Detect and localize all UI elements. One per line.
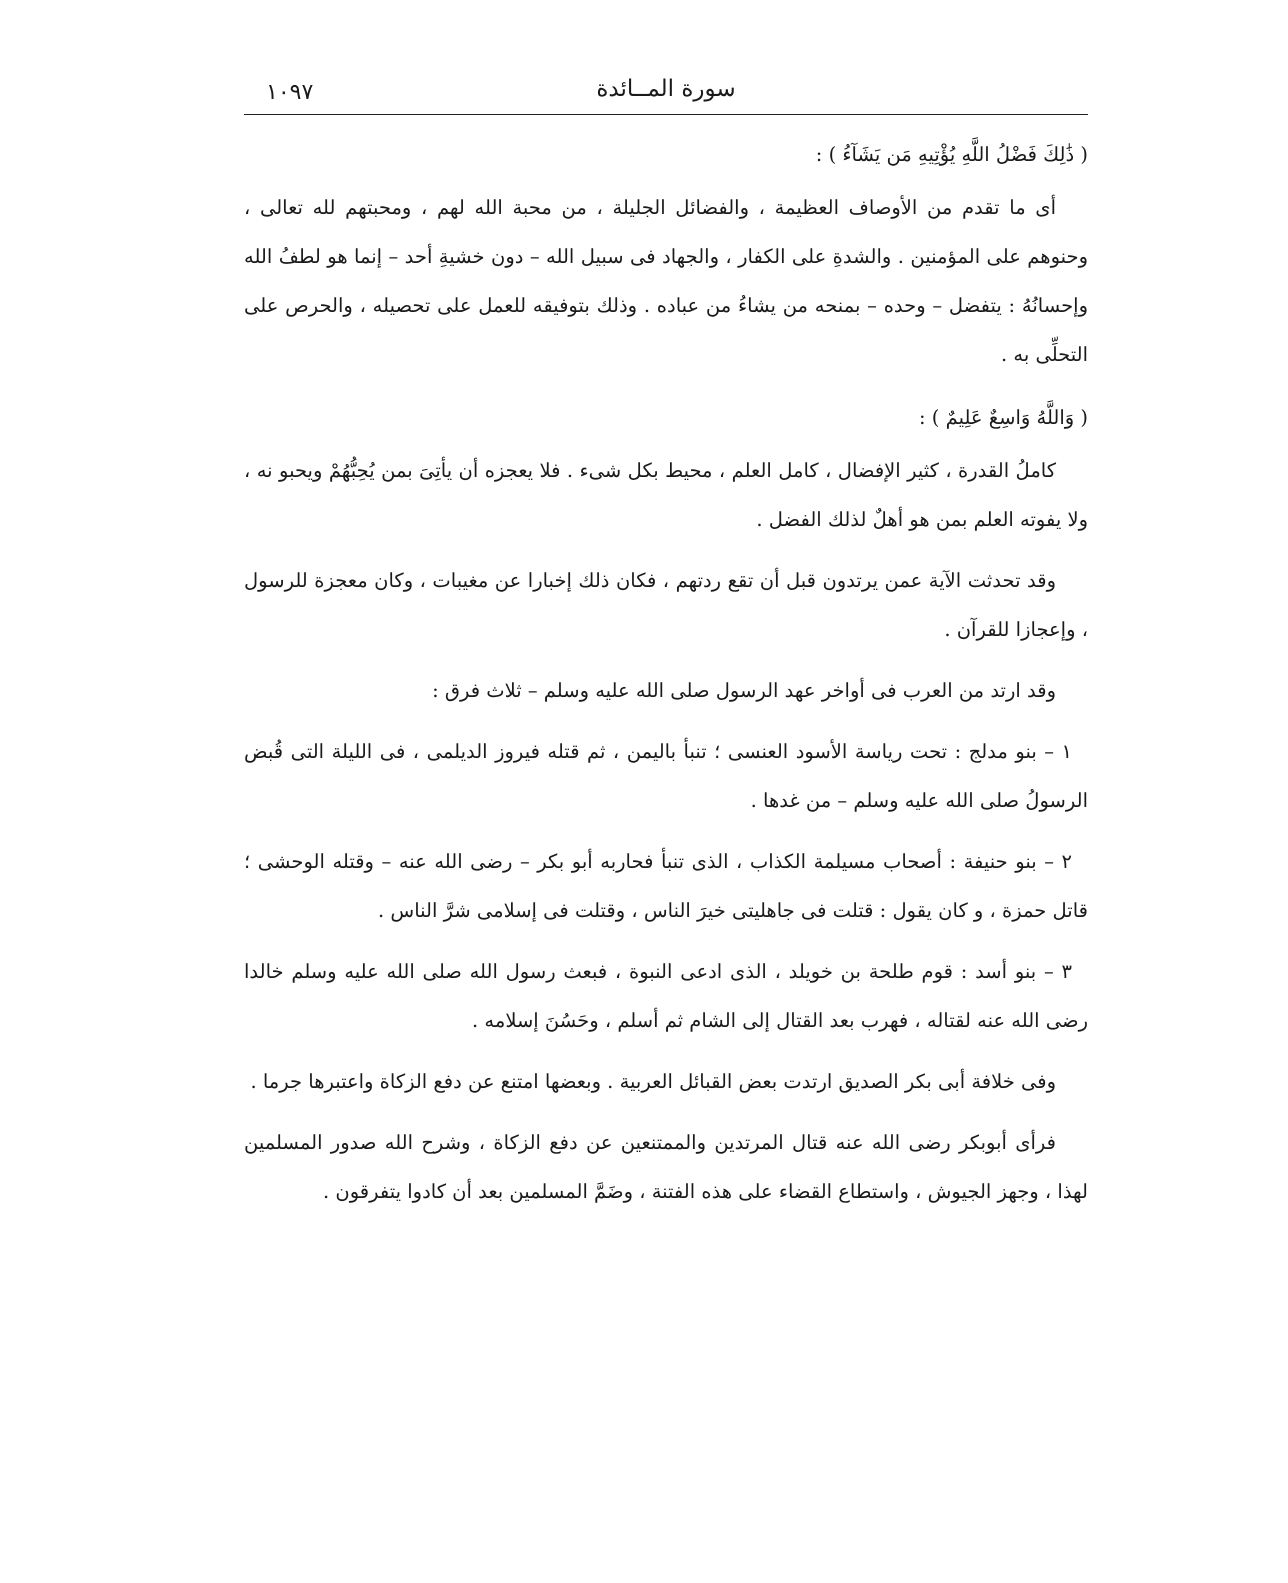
verse-heading: ( وَاللَّهُ وَاسِعٌ عَلِيمٌ ) : <box>919 406 1088 429</box>
paragraph: كاملُ القدرة ، كثير الإفضال ، كامل العلم ، محيط بكل شىء . فلا يعجزه أن يأتِىَ بمن يُحِبُّهُمْ ويحبو نه ، ولا يفوته العلم بمن هو أهلٌ لذلك الفضل . <box>244 459 1088 531</box>
paragraph: وقد ارتد من العرب فى أواخر عهد الرسول صلى الله عليه وسلم – ثلاث فرق : <box>432 679 1056 702</box>
paragraph: فرأى أبوبكر رضى الله عنه قتال المرتدين والممتنعين عن دفع الزكاة ، وشرح الله صدور المسلمين لهذا ، وجهز الجيوش ، واستطاع القضاء على هذه الفتنة ، وضَمَّ المسلمين بعد أن كادوا يتفرقون . <box>244 1131 1088 1203</box>
verse-heading: ( ذَٰلِكَ فَضْلُ اللَّهِ يُؤْتِيهِ مَن يَشَآءُ ) : <box>815 143 1088 166</box>
paragraph: وقد تحدثت الآية عمن يرتدون قبل أن تقع ردتهم ، فكان ذلك إخبارا عن مغيبات ، وكان معجزة للرسول ، وإعجازا للقرآن . <box>244 569 1088 641</box>
page-number: ١٠٩٧ <box>266 80 314 105</box>
running-title: سورة المــائدة <box>596 76 736 102</box>
paragraph: أى ما تقدم من الأوصاف العظيمة ، والفضائل الجليلة ، من محبة الله لهم ، ومحبتهم لله تعالى ، وحنوهم على المؤمنين . والشدةِ على الكفار ، والجهاد فى سبيل الله – دون خشيةِ أحد – إنما هو لطفُ الله وإحسانُهُ : يتفضل – وحده – بمنحه من يشاءُ من عباده . وذلك بتوفيقه للعمل على تحصيله ، والحرص على التحلِّى به . <box>244 196 1088 366</box>
page-header <box>244 74 1088 114</box>
list-item: ٣ – بنو أسد : قوم طلحة بن خويلد ، الذى ادعى النبوة ، فبعث رسول الله صلى الله عليه وسلم خالدا رضى الله عنه لقتاله ، فهرب بعد القتال إلى الشام ثم أسلم ، وحَسُنَ إسلامه . <box>244 960 1088 1032</box>
list-item: ٢ – بنو حنيفة : أصحاب مسيلمة الكذاب ، الذى تنبأ فحاربه أبو بكر – رضى الله عنه – وقتله الوحشى ؛ قاتل حمزة ، و كان يقول : قتلت فى جاهليتى خيرَ الناس ، وقتلت فى إسلامى شرَّ الناس . <box>244 850 1088 922</box>
page-body <box>244 130 1088 1228</box>
book-page <box>244 0 1088 1583</box>
list-item: ١ – بنو مدلج : تحت رياسة الأسود العنسى ؛ تنبأ باليمن ، ثم قتله فيروز الديلمى ، فى الليلة التى قُبض الرسولُ صلى الله عليه وسلم – من غدها . <box>244 740 1088 812</box>
paragraph: وفى خلافة أبى بكر الصديق ارتدت بعض القبائل العربية . وبعضها امتنع عن دفع الزكاة واعتبرها جرما . <box>250 1070 1056 1093</box>
header-rule <box>244 114 1088 115</box>
